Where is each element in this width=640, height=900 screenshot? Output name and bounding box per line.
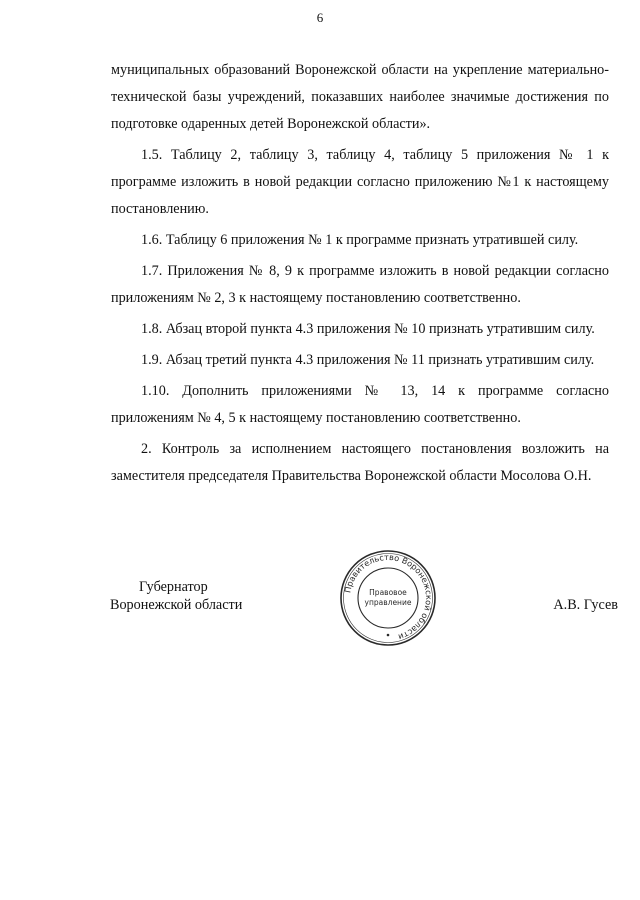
paragraph-1-9: 1.9. Абзац третий пункта 4.3 приложения № 11 признать утратившим силу.	[141, 352, 595, 368]
paragraph-1-8: 1.8. Абзац второй пункта 4.3 приложения № 10 признать утратившим силу.	[141, 321, 595, 337]
position-title: Губернатор	[139, 579, 208, 595]
stamp-center-line1: Правовое	[369, 588, 407, 597]
paragraph-1-10: 1.10. Дополнить приложениями № 13, 14 к программе согласно приложениям № 4, 5 к настоящему постановлению соответственно.	[111, 383, 609, 426]
stamp-dot	[387, 634, 390, 637]
paragraph-1-5: 1.5. Таблицу 2, таблицу 3, таблицу 4, таблицу 5 приложения № 1 к программе изложить в новой редакции согласно приложению №1 к настоящему постановлению.	[111, 147, 609, 217]
paragraph-continuation: муниципальных образований Воронежской области на укрепление материально-технической базы учреждений, показавших наиболее значимые достижения по подготовке одаренных детей Воронежской области».	[111, 62, 609, 132]
stamp-ring-text: Правительство Воронежской области	[342, 551, 435, 643]
signatory-name: А.В. Гусев	[553, 597, 618, 613]
official-stamp	[338, 548, 438, 648]
paragraph-2: 2. Контроль за исполнением настоящего постановления возложить на заместителя председателя Правительства Воронежской области Мосолова О.Н.	[111, 441, 609, 484]
position-region: Воронежской области	[110, 597, 243, 613]
paragraph-1-7: 1.7. Приложения № 8, 9 к программе изложить в новой редакции согласно приложениям № 2, 3 к настоящему постановлению соответственно.	[111, 263, 609, 306]
document-body	[111, 57, 609, 494]
page-number: 6	[316, 10, 324, 25]
stamp-center-line2: управление	[364, 598, 412, 607]
paragraph-1-6: 1.6. Таблицу 6 приложения № 1 к программе признать утратившей силу.	[141, 232, 579, 248]
signatory-position	[110, 578, 280, 614]
